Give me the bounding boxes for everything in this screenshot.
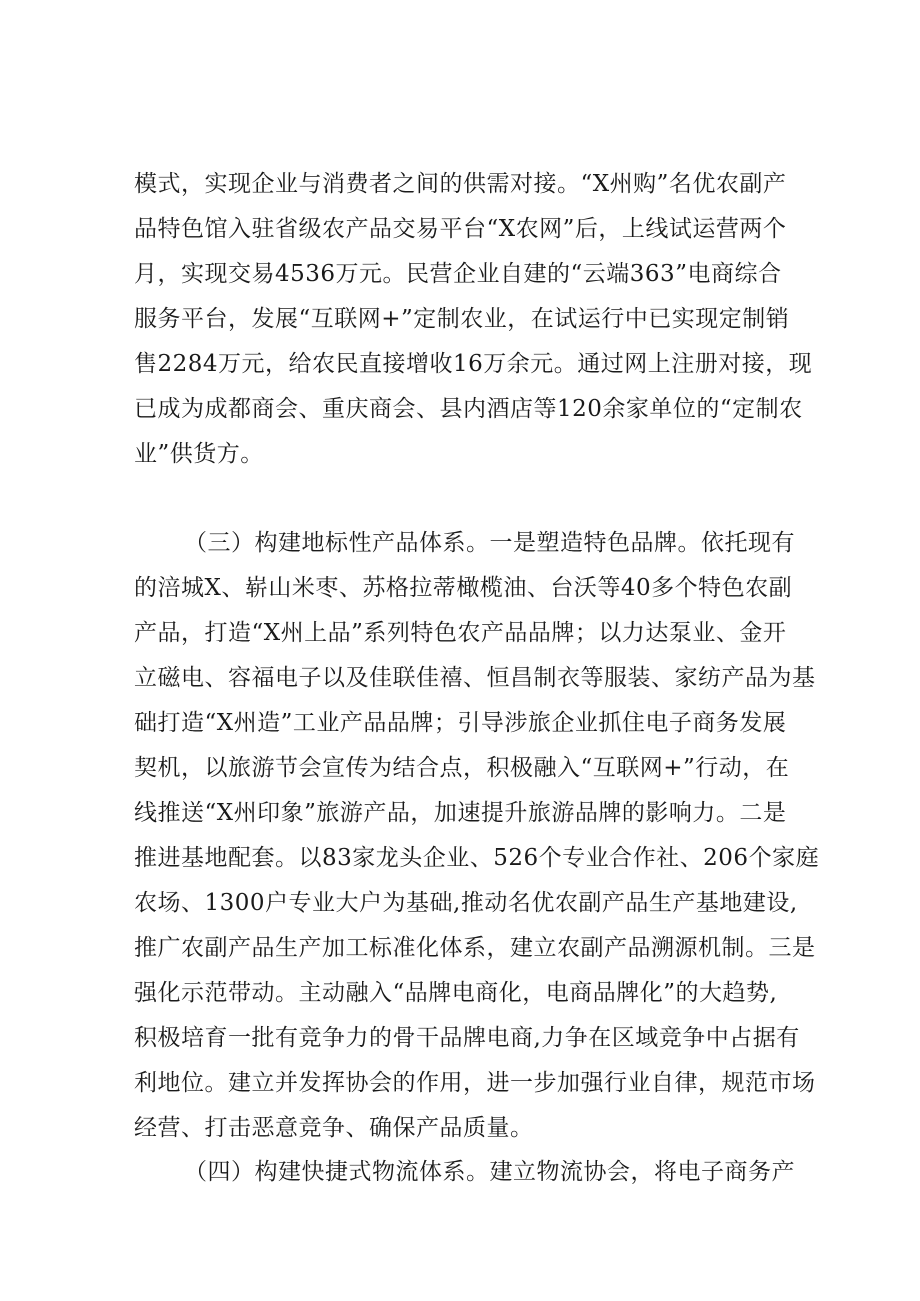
text-line: 推进基地配套。以83家龙头企业、526个专业合作社、206个家庭 [134,845,820,871]
text-line: 础打造“X州造”工业产品品牌；引导涉旅企业抓住电子商务发展 [134,710,787,736]
text-line: 月，实现交易4536万元。民营企业自建的“云端363”电商综合 [134,261,782,287]
text-line: 立磁电、容福电子以及佳联佳禧、恒昌制衣等服装、家纺产品为基 [134,665,816,691]
text-line: 农场、1300户专业大户为基础,推动名优农副产品生产基地建设, [134,890,798,916]
text-line: 推广农副产品生产加工标准化体系，建立农副产品溯源机制。三是 [134,935,816,961]
text-line: 售2284万元，给农民直接增收16万余元。通过网上注册对接，现 [134,351,813,377]
text-line: 积极培育一批有竞争力的骨干品牌电商,力争在区域竞争中占据有 [134,1025,800,1051]
text-line: 的涪城X、崭山米枣、苏格拉蒂橄榄油、台沃等40多个特色农副 [134,575,793,601]
text-line: 业”供货方。 [134,441,264,467]
text-line: 利地位。建立并发挥协会的作用，进一步加强行业自律，规范市场 [134,1070,816,1096]
text-line: 已成为成都商会、重庆商会、县内酒店等120余家单位的“定制农 [134,396,803,422]
text-line: 经营、打击恶意竞争、确保产品质量。 [134,1115,534,1141]
text-line: 品特色馆入驻省级农产品交易平台“X农网”后，上线试运营两个 [134,216,787,242]
text-line: 产品，打造“X州上品”系列特色农产品品牌；以力达泵业、金开 [134,620,787,646]
text-line: 契机，以旅游节会宣传为结合点，积极融入“互联网+”行动，在 [134,755,790,781]
section-heading-line: （三）构建地标性产品体系。一是塑造特色品牌。依托现有 [184,530,795,556]
section-heading-line: （四）构建快捷式物流体系。建立物流协会，将电子商务产 [184,1159,795,1185]
text-line: 服务平台，发展“互联网+”定制农业，在试运行中已实现定制销 [134,306,790,332]
text-line: 线推送“X州印象”旅游产品，加速提升旅游品牌的影响力。二是 [134,800,787,826]
text-line: 强化示范带动。主动融入“品牌电商化，电商品牌化”的大趋势, [134,980,778,1006]
text-line: 模式，实现企业与消费者之间的供需对接。“X州购”名优农副产 [134,171,787,197]
